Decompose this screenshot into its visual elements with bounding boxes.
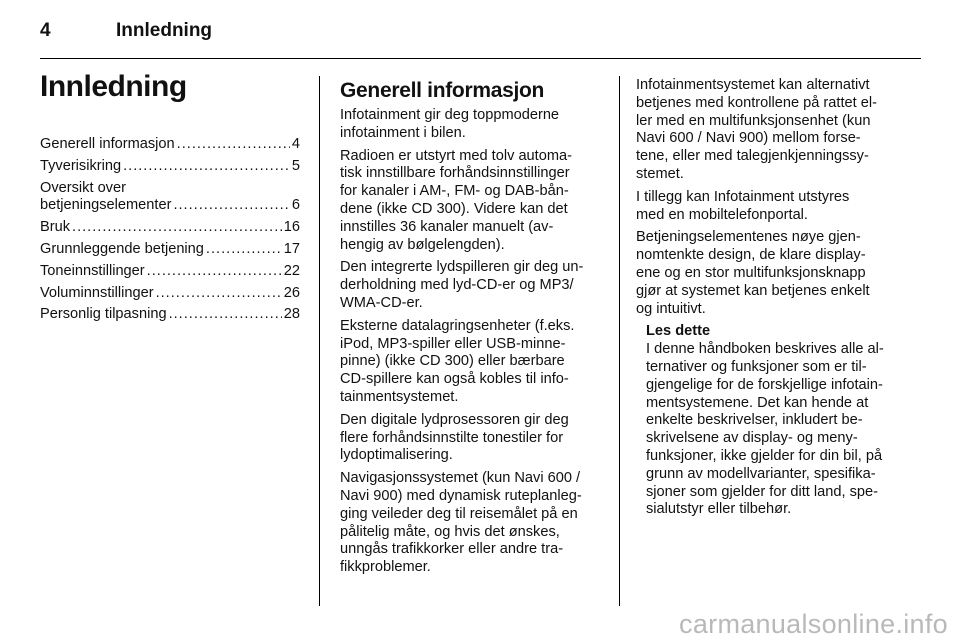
- toc-leader: [156, 285, 282, 303]
- toc-label-continued: betjeningselementer: [40, 197, 172, 214]
- header-rule: [40, 58, 921, 59]
- table-of-contents: [40, 136, 300, 324]
- toc-leader: [206, 241, 282, 259]
- toc-label: Voluminnstillinger: [40, 284, 154, 301]
- toc-label: Bruk: [40, 219, 71, 236]
- toc-page: 6: [291, 197, 300, 214]
- paragraph: Eksterne datalagringsenheter (f.eks. iPod, MP3-spiller eller USB-minne- pinne) (ikke CD 300) eller bærbare CD-spillere kan også kobles til info- tainmentsystemet.: [340, 317, 575, 405]
- paragraph: Den digitale lydprosessoren gir deg flere forhåndsinnstilte tonestiler for lydoptimalisering.: [340, 411, 569, 464]
- paragraph: Den integrerte lydspilleren gir deg un- derholdning med lyd-CD-er og MP3/ WMA-CD-er.: [340, 259, 584, 311]
- toc-label: Personlig tilpasning: [40, 306, 167, 323]
- paragraph: Betjeningselementenes nøye gjen- nomtenkte design, de klare display- ene og en stor multifunksjonsknapp gjør at systemet kan betjenes enkelt og intuitivt.: [636, 229, 870, 317]
- toc-item[interactable]: [40, 285, 300, 303]
- toc-leader: [123, 158, 290, 176]
- toc-label: Toneinnstillinger: [40, 262, 145, 279]
- toc-page: 22: [283, 262, 300, 279]
- toc-label: Oversikt over: [40, 179, 126, 196]
- toc-leader: [147, 263, 282, 281]
- running-header-title: Innledning: [116, 20, 213, 41]
- left-column: [40, 68, 300, 328]
- toc-leader: [177, 136, 290, 154]
- toc-item[interactable]: [40, 180, 300, 216]
- right-column: [636, 77, 906, 524]
- note-box: [646, 323, 906, 519]
- toc-item[interactable]: [40, 241, 300, 259]
- toc-item[interactable]: [40, 306, 300, 324]
- toc-label: Generell informasjon: [40, 136, 175, 152]
- toc-leader: [169, 306, 282, 324]
- watermark: carmanualsonline.info: [679, 609, 948, 639]
- paragraph: Infotainment gir deg toppmoderne infotainment i bilen.: [340, 107, 560, 141]
- toc-item[interactable]: [40, 263, 300, 281]
- paragraph: Infotainmentsystemet kan alternativt betjenes med kontrollene på rattet el- ler med en multifunksjonsenhet (kun Navi 600 / Navi 900) mellom forse- tene, eller med talegjenkjenningssy- stemet.: [636, 77, 877, 182]
- toc-leader: [173, 197, 289, 215]
- toc-item[interactable]: [40, 219, 300, 237]
- column-divider-1: [319, 76, 320, 606]
- page-number: 4: [40, 20, 51, 41]
- middle-column: [340, 78, 606, 582]
- column-divider-2: [619, 76, 620, 606]
- toc-page: 17: [283, 240, 300, 257]
- toc-item[interactable]: [40, 158, 300, 176]
- toc-leader: [72, 219, 282, 237]
- toc-page: 5: [291, 157, 300, 174]
- paragraph: I tillegg kan Infotainment utstyres med en mobiltelefonportal.: [636, 188, 850, 223]
- toc-page: 16: [283, 219, 300, 236]
- chapter-title: Innledning: [40, 70, 187, 103]
- toc-label: Grunnleggende betjening: [40, 240, 204, 257]
- toc-page: 4: [291, 136, 300, 152]
- note-title: Les dette: [646, 323, 711, 340]
- paragraph: Radioen er utstyrt med tolv automa- tisk innstillbare forhåndsinnstillinger for kanaler i AM-, FM- og DAB-bån- dene (ikke CD 300). Videre kan det innstilles 36 kanaler manuelt (av- hengig av bølgelengden).: [340, 147, 572, 253]
- section-title: Generell informasjon: [340, 79, 545, 102]
- toc-label: Tyverisikring: [40, 157, 122, 174]
- paragraph: Navigasjonssystemet (kun Navi 600 / Navi 900) med dynamisk ruteplanleg- ging veileder deg til reisemålet på en pålitelig måte, og hvis det ønskes, unngås trafikkorker eller andre tra- fikkproblemer.: [340, 470, 582, 576]
- toc-page: 28: [283, 306, 300, 323]
- note-text: I denne håndboken beskrives alle al- ternativer og funksjoner som er til- gjengelige for de forskjellige infotain- mentsystemene. Det kan hende at enkelte beskrivelser, inkludert be- skrivelsene av display- og meny- funksjoner, ikke gjelder for din bil, på grunn av modellvarianter, spesifika- sjoner som gjelder for ditt land, spe- sialutstyr eller tilbehør.: [646, 341, 884, 518]
- toc-item[interactable]: [40, 136, 300, 154]
- toc-page: 26: [283, 284, 300, 301]
